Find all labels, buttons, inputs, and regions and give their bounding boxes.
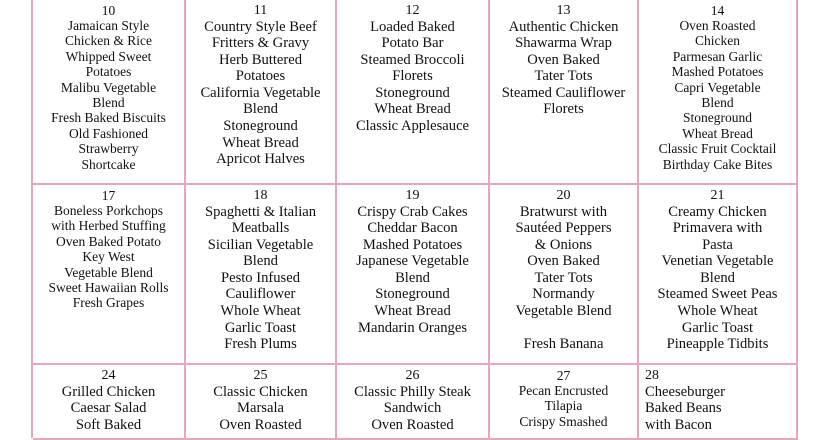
menu-item-line: Pineapple Tidbits xyxy=(666,336,769,353)
menu-item-line: Whole Wheat xyxy=(220,303,301,320)
menu-item-line: Apricot Halves xyxy=(216,151,305,168)
menu-item-line: Oven Baked xyxy=(527,253,600,270)
day-number: 27 xyxy=(556,368,571,383)
menu-item-line: Potatoes xyxy=(235,68,286,85)
menu-item-line: Boneless Porkchops xyxy=(53,203,164,218)
menu-item-line: Classic Philly Steak xyxy=(354,383,471,400)
menu-item-line: Mashed Potatoes xyxy=(362,236,463,253)
menu-item-line: Crispy Crab Cakes xyxy=(357,203,468,220)
menu-item-line: Oven Roasted xyxy=(371,416,454,433)
menu-item-line: Sweet Hawaiian Rolls xyxy=(48,280,169,296)
menu-item-line: Blend xyxy=(395,269,430,286)
day-number: 19 xyxy=(405,188,420,203)
day-cell-18 xyxy=(186,185,337,365)
menu-item-line: Stoneground xyxy=(223,118,298,135)
day-cell-24 xyxy=(33,365,186,440)
menu-item-line: Country Style Beef xyxy=(204,18,317,35)
menu-item-line: Old Fashioned xyxy=(68,125,149,141)
menu-item-line: Crispy Smashed xyxy=(519,413,608,429)
day-number: 25 xyxy=(253,368,268,383)
menu-item-line: Malibu Vegetable xyxy=(60,79,157,95)
menu-item-line: Garlic Toast xyxy=(224,319,297,336)
menu-item-line: Jamaican Style xyxy=(67,18,150,33)
menu-item-line: Authentic Chicken xyxy=(508,18,619,35)
menu-item-line: Soft Baked xyxy=(75,416,142,433)
menu-item-line: Steamed Broccoli xyxy=(360,51,465,68)
menu-item-line: California Vegetable xyxy=(200,84,321,101)
day-cell-26 xyxy=(337,365,490,440)
menu-item-line: Vegetable Blend xyxy=(515,303,612,320)
menu-item-line: Bratwurst with xyxy=(519,203,608,220)
menu-item-line: Mandarin Oranges xyxy=(357,319,467,336)
menu-item-line: & Onions xyxy=(534,236,593,253)
menu-item-line: Fresh Grapes xyxy=(72,295,145,311)
menu-item-line: Steamed Cauliflower xyxy=(501,84,626,101)
menu-item-line: Tilapia xyxy=(544,398,583,414)
menu-item-line: Pecan Encrusted xyxy=(518,383,609,398)
menu-item-line: Wheat Bread xyxy=(222,134,299,151)
day-cell-14 xyxy=(639,0,798,185)
menu-item-line: Blend xyxy=(243,101,278,118)
menu-item-line: Pesto Infused xyxy=(220,269,301,286)
menu-item-line: Vegetable Blend xyxy=(64,264,153,280)
menu-item-line: Cheeseburger xyxy=(645,383,725,400)
menu-item-line: Stoneground xyxy=(683,110,752,126)
day-cell-17 xyxy=(33,185,186,365)
day-cell-21 xyxy=(639,185,798,365)
menu-item-line: Stoneground xyxy=(375,286,450,303)
day-cell-20 xyxy=(490,185,639,365)
menu-item-line: Creamy Chicken xyxy=(668,203,767,220)
menu-spacer xyxy=(490,320,637,337)
menu-item-line: Classic Chicken xyxy=(213,383,308,400)
menu-item-line: Herb Buttered xyxy=(218,51,303,68)
day-number: 11 xyxy=(253,3,268,18)
day-cell-11 xyxy=(186,0,337,185)
menu-item-line: Marsala xyxy=(236,400,284,417)
day-cell-19 xyxy=(337,185,490,365)
menu-item-line: Spaghetti & Italian xyxy=(204,203,317,220)
menu-item-line: Steamed Sweet Peas xyxy=(657,286,778,303)
menu-item-line: Chicken xyxy=(695,33,740,49)
day-cell-13 xyxy=(490,0,639,185)
menu-item-line: Oven Roasted xyxy=(219,416,302,433)
menu-item-line: Blend xyxy=(243,253,278,270)
menu-item-line: Pasta xyxy=(702,236,733,253)
day-number: 12 xyxy=(405,3,420,18)
menu-item-line: Parmesan Garlic xyxy=(672,48,763,64)
menu-item-line: Baked Beans xyxy=(645,400,722,417)
menu-item-line: Primavera with xyxy=(672,220,763,237)
menu-item-line: Shawarma Wrap xyxy=(515,35,612,52)
menu-item-line: Fresh Banana xyxy=(523,336,604,353)
day-number: 10 xyxy=(101,3,116,18)
menu-item-line: Tater Tots xyxy=(534,68,593,85)
menu-item-line: Grilled Chicken xyxy=(61,383,156,400)
menu-item-line: Caesar Salad xyxy=(70,400,147,417)
day-number: 18 xyxy=(253,188,268,203)
menu-item-line: Cauliflower xyxy=(225,286,296,303)
day-cell-28 xyxy=(639,365,798,440)
menu-item-line: Fresh Baked Biscuits xyxy=(51,110,166,126)
day-number: 17 xyxy=(101,188,116,203)
day-cell-25 xyxy=(186,365,337,440)
menu-item-line: Mashed Potatoes xyxy=(671,64,764,80)
menu-item-line: Whipped Sweet xyxy=(65,48,152,64)
menu-item-line: Japanese Vegetable xyxy=(356,253,469,270)
day-number: 14 xyxy=(710,3,725,18)
menu-item-line: Oven Roasted xyxy=(679,18,756,33)
menu-item-line: Classic Applesauce xyxy=(355,118,470,135)
menu-calendar xyxy=(31,0,796,438)
day-number: 26 xyxy=(405,368,420,383)
menu-item-line: with Bacon xyxy=(645,416,712,433)
menu-item-line: Oven Baked Potato xyxy=(56,233,161,249)
menu-item-line: Loaded Baked xyxy=(370,18,455,35)
menu-item-line: Birthday Cake Bites xyxy=(662,156,773,172)
menu-item-line: Classic Fruit Cocktail xyxy=(658,141,777,157)
day-cell-10 xyxy=(33,0,186,185)
day-number: 21 xyxy=(710,188,725,203)
menu-item-line: Florets xyxy=(392,68,433,85)
menu-item-line: Potatoes xyxy=(85,64,132,80)
menu-item-line: Capri Vegetable xyxy=(674,79,761,95)
menu-item-line: Wheat Bread xyxy=(374,303,451,320)
menu-item-line: Fresh Plums xyxy=(224,336,297,353)
day-cell-12 xyxy=(337,0,490,185)
day-number: 28 xyxy=(645,368,659,383)
menu-item-line: Oven Baked xyxy=(527,51,600,68)
menu-item-line: Sicilian Vegetable xyxy=(207,236,314,253)
menu-item-line: with Herbed Stuffing xyxy=(51,218,166,234)
day-number: 20 xyxy=(556,188,571,203)
menu-item-line: Shortcake xyxy=(81,156,136,172)
menu-item-line: Potato Bar xyxy=(381,35,444,52)
menu-item-line: Sandwich xyxy=(383,400,442,417)
menu-item-line: Sautéed Peppers xyxy=(515,220,612,237)
menu-item-line: Florets xyxy=(543,101,584,118)
menu-item-line: Strawberry xyxy=(78,141,139,157)
menu-item-line: Normandy xyxy=(532,286,595,303)
menu-item-line: Garlic Toast xyxy=(681,319,754,336)
menu-item-line: Key West xyxy=(82,249,135,265)
menu-item-line: Blend xyxy=(92,95,125,111)
menu-item-line: Wheat Bread xyxy=(682,125,753,141)
menu-item-line: Chicken & Rice xyxy=(65,33,152,49)
menu-item-line: Cheddar Bacon xyxy=(367,220,458,237)
menu-item-line: Wheat Bread xyxy=(374,101,451,118)
menu-item-line: Venetian Vegetable xyxy=(661,253,774,270)
day-number: 24 xyxy=(101,368,116,383)
menu-item-line: Whole Wheat xyxy=(677,303,758,320)
menu-item-line: Meatballs xyxy=(231,220,290,237)
menu-item-line: Blend xyxy=(700,269,735,286)
day-cell-27 xyxy=(490,365,639,440)
menu-item-line: Stoneground xyxy=(375,84,450,101)
menu-item-line: Fritters & Gravy xyxy=(211,35,310,52)
menu-item-line: Tater Tots xyxy=(534,269,593,286)
menu-item-line: Blend xyxy=(701,95,734,111)
day-number: 13 xyxy=(556,3,571,18)
